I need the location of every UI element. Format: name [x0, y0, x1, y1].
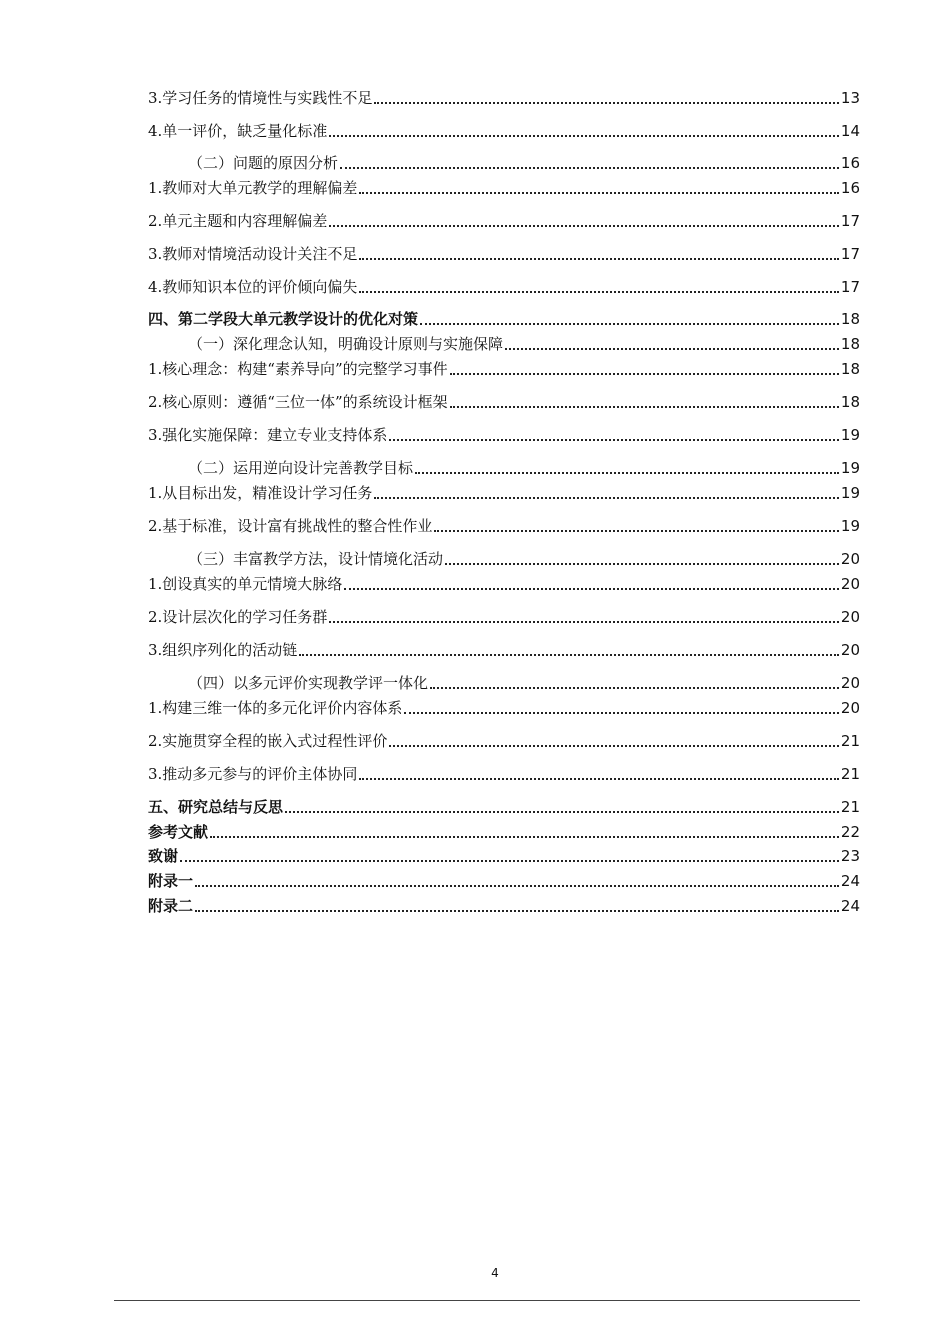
toc-dot-leader: [359, 778, 839, 780]
toc-dot-leader: [420, 323, 839, 325]
toc-entry-title: （二）问题的原因分析: [188, 154, 339, 172]
toc-entry[interactable]: [148, 178, 860, 198]
toc-entry-page: 16: [840, 179, 860, 197]
toc-entry-title: 附录二: [148, 897, 194, 915]
toc-entry-page: 22: [840, 823, 860, 841]
toc-dot-leader: [359, 258, 839, 260]
toc-entry[interactable]: [148, 88, 860, 108]
toc-entry[interactable]: [148, 731, 860, 751]
toc-entry[interactable]: [148, 277, 860, 297]
toc-entry-page: 23: [840, 847, 860, 865]
table-of-contents: [148, 88, 860, 916]
toc-dot-leader: [389, 745, 839, 747]
toc-entry-title: 3.组织序列化的活动链: [148, 641, 298, 659]
toc-dot-leader: [430, 687, 839, 689]
toc-dot-leader: [404, 712, 839, 714]
toc-entry-title: 附录一: [148, 872, 194, 890]
toc-entry-title: 2.基于标准，设计富有挑战性的整合性作业: [148, 517, 433, 535]
toc-dot-leader: [505, 348, 839, 350]
toc-dot-leader: [329, 621, 839, 623]
toc-entry[interactable]: [148, 458, 860, 478]
toc-entry[interactable]: [148, 483, 860, 503]
toc-entry-title: （四）以多元评价实现教学评一体化: [188, 674, 429, 692]
toc-entry-title: （三）丰富教学方法，设计情境化活动: [188, 550, 444, 568]
toc-entry-title: 2.实施贯穿全程的嵌入式过程性评价: [148, 732, 388, 750]
toc-dot-leader: [299, 654, 839, 656]
toc-entry-title: 2.设计层次化的学习任务群: [148, 608, 328, 626]
toc-dot-leader: [415, 472, 839, 474]
toc-entry-page: 16: [840, 154, 860, 172]
toc-entry[interactable]: [148, 764, 860, 784]
toc-entry-page: 24: [840, 872, 860, 890]
toc-entry-page: 19: [840, 426, 860, 444]
toc-dot-leader: [359, 192, 839, 194]
toc-entry[interactable]: [148, 121, 860, 141]
toc-entry[interactable]: [148, 549, 860, 569]
toc-entry-page: 20: [840, 674, 860, 692]
toc-entry-title: 致谢: [148, 847, 179, 865]
toc-dot-leader: [340, 167, 839, 169]
toc-entry-title: 1.构建三维一体的多元化评价内容体系: [148, 699, 403, 717]
toc-entry-page: 21: [840, 765, 860, 783]
toc-entry-page: 17: [840, 245, 860, 263]
toc-dot-leader: [374, 497, 839, 499]
toc-entry-page: 20: [840, 575, 860, 593]
page-number: 4: [491, 1266, 499, 1280]
toc-entry-page: 18: [840, 310, 860, 328]
toc-entry-title: 3.强化实施保障：建立专业支持体系: [148, 426, 388, 444]
toc-entry-title: 1.创设真实的单元情境大脉络: [148, 575, 343, 593]
toc-entry[interactable]: [148, 871, 860, 891]
toc-entry-title: 3.教师对情境活动设计关注不足: [148, 245, 358, 263]
toc-entry-title: （二）运用逆向设计完善教学目标: [188, 459, 414, 477]
toc-entry[interactable]: [148, 392, 860, 412]
toc-entry[interactable]: [148, 425, 860, 445]
toc-dot-leader: [210, 836, 839, 838]
toc-dot-leader: [195, 910, 839, 912]
toc-entry[interactable]: [148, 673, 860, 693]
toc-entry-page: 20: [840, 641, 860, 659]
toc-entry-page: 17: [840, 278, 860, 296]
toc-entry-title: 4.单一评价，缺乏量化标准: [148, 122, 328, 140]
toc-entry-page: 20: [840, 550, 860, 568]
toc-entry-page: 19: [840, 517, 860, 535]
toc-entry-page: 18: [840, 360, 860, 378]
toc-entry-page: 24: [840, 897, 860, 915]
toc-entry[interactable]: [148, 896, 860, 916]
toc-entry[interactable]: [148, 211, 860, 231]
toc-entry-page: 21: [840, 798, 860, 816]
toc-entry-title: 四、第二学段大单元教学设计的优化对策: [148, 310, 419, 328]
toc-entry-page: 20: [840, 608, 860, 626]
toc-entry[interactable]: [148, 244, 860, 264]
toc-dot-leader: [344, 588, 839, 590]
toc-entry-title: 2.单元主题和内容理解偏差: [148, 212, 328, 230]
toc-entry-title: 1.从目标出发，精准设计学习任务: [148, 484, 373, 502]
toc-entry[interactable]: [148, 153, 860, 173]
toc-entry[interactable]: [148, 359, 860, 379]
toc-entry[interactable]: [148, 846, 860, 866]
toc-entry[interactable]: [148, 640, 860, 660]
toc-dot-leader: [445, 563, 839, 565]
toc-entry-page: 17: [840, 212, 860, 230]
toc-dot-leader: [285, 811, 839, 813]
toc-entry[interactable]: [148, 516, 860, 536]
toc-entry-title: 4.教师知识本位的评价倾向偏失: [148, 278, 358, 296]
footer-divider: [114, 1300, 860, 1301]
toc-dot-leader: [329, 225, 839, 227]
toc-entry[interactable]: [148, 334, 860, 354]
toc-entry-page: 18: [840, 393, 860, 411]
toc-entry[interactable]: [148, 797, 860, 817]
toc-entry-page: 19: [840, 459, 860, 477]
toc-dot-leader: [450, 406, 839, 408]
toc-dot-leader: [180, 860, 839, 862]
toc-entry-title: 1.教师对大单元教学的理解偏差: [148, 179, 358, 197]
toc-entry-title: 3.推动多元参与的评价主体协同: [148, 765, 358, 783]
toc-entry-title: 1.核心理念：构建“素养导向”的完整学习事件: [148, 360, 448, 378]
toc-entry[interactable]: [148, 607, 860, 627]
toc-entry-page: 19: [840, 484, 860, 502]
toc-entry-page: 14: [840, 122, 860, 140]
toc-dot-leader: [359, 291, 839, 293]
toc-dot-leader: [374, 102, 839, 104]
toc-entry-page: 13: [840, 89, 860, 107]
toc-dot-leader: [329, 135, 839, 137]
toc-entry[interactable]: [148, 698, 860, 718]
toc-entry-title: 五、研究总结与反思: [148, 798, 284, 816]
toc-entry[interactable]: [148, 822, 860, 842]
toc-entry-page: 21: [840, 732, 860, 750]
toc-entry[interactable]: [148, 574, 860, 594]
toc-dot-leader: [389, 439, 839, 441]
toc-entry-page: 18: [840, 335, 860, 353]
toc-entry-page: 20: [840, 699, 860, 717]
toc-entry[interactable]: [148, 309, 860, 329]
toc-entry-title: 参考文献: [148, 823, 209, 841]
toc-entry-title: （一）深化理念认知，明确设计原则与实施保障: [188, 335, 504, 353]
toc-dot-leader: [195, 885, 839, 887]
toc-dot-leader: [434, 530, 839, 532]
toc-entry-title: 3.学习任务的情境性与实践性不足: [148, 89, 373, 107]
toc-entry-title: 2.核心原则：遵循“三位一体”的系统设计框架: [148, 393, 448, 411]
toc-dot-leader: [450, 373, 839, 375]
